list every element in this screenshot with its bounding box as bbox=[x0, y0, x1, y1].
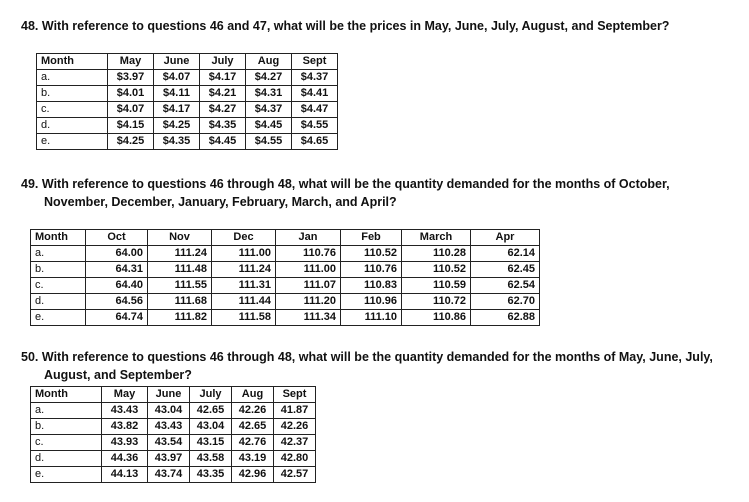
value-cell: $4.41 bbox=[292, 86, 338, 102]
value-cell: 111.82 bbox=[148, 310, 212, 326]
question-50-number: 50. bbox=[21, 350, 39, 364]
value-cell: 62.70 bbox=[471, 294, 540, 310]
answer-option-row bbox=[31, 467, 316, 483]
option-label: b. bbox=[31, 262, 86, 278]
value-cell: $4.65 bbox=[292, 134, 338, 150]
question-48 bbox=[21, 17, 669, 35]
answer-option-row bbox=[37, 86, 338, 102]
value-cell: 43.43 bbox=[148, 419, 190, 435]
value-cell: 111.68 bbox=[148, 294, 212, 310]
value-cell: 43.93 bbox=[102, 435, 148, 451]
option-label: b. bbox=[37, 86, 108, 102]
value-cell: $4.55 bbox=[292, 118, 338, 134]
month-header: Month bbox=[31, 230, 86, 246]
value-cell: 111.00 bbox=[212, 246, 276, 262]
column-header: May bbox=[108, 54, 154, 70]
value-cell: $4.37 bbox=[246, 102, 292, 118]
value-cell: 111.34 bbox=[276, 310, 341, 326]
value-cell: 110.76 bbox=[341, 262, 402, 278]
value-cell: 111.10 bbox=[341, 310, 402, 326]
value-cell: $4.45 bbox=[200, 134, 246, 150]
option-label: d. bbox=[37, 118, 108, 134]
option-label: e. bbox=[37, 134, 108, 150]
value-cell: 111.20 bbox=[276, 294, 341, 310]
value-cell: 111.07 bbox=[276, 278, 341, 294]
question-48-number: 48. bbox=[21, 19, 39, 33]
value-cell: $4.21 bbox=[200, 86, 246, 102]
header-row bbox=[31, 387, 316, 403]
value-cell: 64.40 bbox=[86, 278, 148, 294]
value-cell: 110.52 bbox=[341, 246, 402, 262]
value-cell: 43.19 bbox=[232, 451, 274, 467]
column-header: Sept bbox=[274, 387, 316, 403]
option-label: c. bbox=[31, 278, 86, 294]
value-cell: $4.07 bbox=[108, 102, 154, 118]
value-cell: 43.54 bbox=[148, 435, 190, 451]
value-cell: $4.25 bbox=[108, 134, 154, 150]
column-header: Feb bbox=[341, 230, 402, 246]
value-cell: $3.97 bbox=[108, 70, 154, 86]
answer-option-row bbox=[31, 310, 540, 326]
column-header: Nov bbox=[148, 230, 212, 246]
answer-option-row bbox=[31, 419, 316, 435]
value-cell: 64.00 bbox=[86, 246, 148, 262]
value-cell: $4.35 bbox=[200, 118, 246, 134]
value-cell: 64.31 bbox=[86, 262, 148, 278]
answer-table-48 bbox=[36, 53, 338, 150]
answer-option-row bbox=[37, 70, 338, 86]
value-cell: $4.35 bbox=[154, 134, 200, 150]
value-cell: $4.15 bbox=[108, 118, 154, 134]
answer-option-row bbox=[31, 246, 540, 262]
value-cell: $4.37 bbox=[292, 70, 338, 86]
column-header: Jan bbox=[276, 230, 341, 246]
value-cell: $4.01 bbox=[108, 86, 154, 102]
value-cell: 111.48 bbox=[148, 262, 212, 278]
value-cell: 62.54 bbox=[471, 278, 540, 294]
month-header: Month bbox=[37, 54, 108, 70]
value-cell: 43.35 bbox=[190, 467, 232, 483]
value-cell: 111.55 bbox=[148, 278, 212, 294]
option-label: e. bbox=[31, 467, 102, 483]
value-cell: 42.76 bbox=[232, 435, 274, 451]
value-cell: 43.82 bbox=[102, 419, 148, 435]
value-cell: 110.28 bbox=[402, 246, 471, 262]
question-49-text-line2: November, December, January, February, March, and April? bbox=[44, 195, 397, 209]
value-cell: 42.26 bbox=[274, 419, 316, 435]
value-cell: 62.45 bbox=[471, 262, 540, 278]
header-row bbox=[37, 54, 338, 70]
value-cell: 110.52 bbox=[402, 262, 471, 278]
question-50-text-line2: August, and September? bbox=[44, 368, 192, 382]
question-49 bbox=[21, 175, 670, 211]
answer-option-row bbox=[31, 435, 316, 451]
value-cell: $4.07 bbox=[154, 70, 200, 86]
value-cell: $4.55 bbox=[246, 134, 292, 150]
column-header: Dec bbox=[212, 230, 276, 246]
header-row bbox=[31, 230, 540, 246]
column-header: June bbox=[154, 54, 200, 70]
column-header: March bbox=[402, 230, 471, 246]
column-header: Sept bbox=[292, 54, 338, 70]
value-cell: 111.44 bbox=[212, 294, 276, 310]
value-cell: 42.57 bbox=[274, 467, 316, 483]
option-label: a. bbox=[37, 70, 108, 86]
value-cell: 62.14 bbox=[471, 246, 540, 262]
value-cell: 43.97 bbox=[148, 451, 190, 467]
value-cell: 42.65 bbox=[232, 419, 274, 435]
value-cell: 42.26 bbox=[232, 403, 274, 419]
column-header: May bbox=[102, 387, 148, 403]
value-cell: 110.59 bbox=[402, 278, 471, 294]
value-cell: 62.88 bbox=[471, 310, 540, 326]
option-label: e. bbox=[31, 310, 86, 326]
value-cell: 110.72 bbox=[402, 294, 471, 310]
value-cell: 110.83 bbox=[341, 278, 402, 294]
value-cell: 111.24 bbox=[212, 262, 276, 278]
question-49-text-line1: With reference to questions 46 through 48, what will be the quantity demanded for the months of October, bbox=[41, 177, 670, 191]
value-cell: 41.87 bbox=[274, 403, 316, 419]
value-cell: $4.47 bbox=[292, 102, 338, 118]
answer-option-row bbox=[31, 262, 540, 278]
value-cell: 110.76 bbox=[276, 246, 341, 262]
option-label: a. bbox=[31, 246, 86, 262]
month-header: Month bbox=[31, 387, 102, 403]
answer-table-50 bbox=[30, 386, 316, 483]
value-cell: 43.04 bbox=[148, 403, 190, 419]
question-49-number: 49. bbox=[21, 177, 39, 191]
column-header: July bbox=[190, 387, 232, 403]
answer-option-row bbox=[31, 403, 316, 419]
value-cell: 44.13 bbox=[102, 467, 148, 483]
question-48-text: With reference to questions 46 and 47, what will be the prices in May, June, July, August, and September? bbox=[41, 19, 670, 33]
value-cell: $4.17 bbox=[200, 70, 246, 86]
answer-option-row bbox=[37, 102, 338, 118]
answer-option-row bbox=[37, 134, 338, 150]
column-header: Aug bbox=[232, 387, 274, 403]
value-cell: $4.17 bbox=[154, 102, 200, 118]
value-cell: 42.65 bbox=[190, 403, 232, 419]
value-cell: 110.96 bbox=[341, 294, 402, 310]
option-label: c. bbox=[31, 435, 102, 451]
value-cell: 111.31 bbox=[212, 278, 276, 294]
value-cell: 111.00 bbox=[276, 262, 341, 278]
option-label: d. bbox=[31, 451, 102, 467]
value-cell: 64.56 bbox=[86, 294, 148, 310]
answer-option-row bbox=[37, 118, 338, 134]
value-cell: 42.37 bbox=[274, 435, 316, 451]
column-header: Oct bbox=[86, 230, 148, 246]
value-cell: 43.58 bbox=[190, 451, 232, 467]
option-label: d. bbox=[31, 294, 86, 310]
value-cell: $4.27 bbox=[200, 102, 246, 118]
value-cell: 42.80 bbox=[274, 451, 316, 467]
value-cell: 111.24 bbox=[148, 246, 212, 262]
answer-option-row bbox=[31, 278, 540, 294]
option-label: b. bbox=[31, 419, 102, 435]
value-cell: 110.86 bbox=[402, 310, 471, 326]
question-50 bbox=[21, 348, 713, 384]
value-cell: $4.11 bbox=[154, 86, 200, 102]
answer-table-49 bbox=[30, 229, 540, 326]
option-label: a. bbox=[31, 403, 102, 419]
value-cell: 43.15 bbox=[190, 435, 232, 451]
answer-option-row bbox=[31, 451, 316, 467]
column-header: June bbox=[148, 387, 190, 403]
value-cell: 42.96 bbox=[232, 467, 274, 483]
column-header: Aug bbox=[246, 54, 292, 70]
column-header: Apr bbox=[471, 230, 540, 246]
value-cell: 44.36 bbox=[102, 451, 148, 467]
value-cell: 43.04 bbox=[190, 419, 232, 435]
value-cell: $4.31 bbox=[246, 86, 292, 102]
answer-option-row bbox=[31, 294, 540, 310]
value-cell: $4.27 bbox=[246, 70, 292, 86]
value-cell: 43.74 bbox=[148, 467, 190, 483]
value-cell: $4.45 bbox=[246, 118, 292, 134]
value-cell: 43.43 bbox=[102, 403, 148, 419]
question-50-text-line1: With reference to questions 46 through 48, what will be the quantity demanded for the months of May, June, July, bbox=[41, 350, 713, 364]
option-label: c. bbox=[37, 102, 108, 118]
column-header: July bbox=[200, 54, 246, 70]
value-cell: 111.58 bbox=[212, 310, 276, 326]
value-cell: 64.74 bbox=[86, 310, 148, 326]
value-cell: $4.25 bbox=[154, 118, 200, 134]
